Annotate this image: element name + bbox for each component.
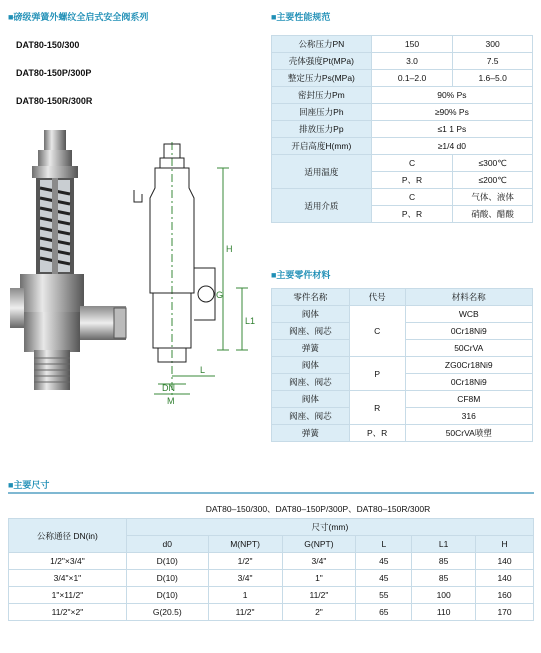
materials-table: [271, 288, 533, 442]
cell: C: [371, 155, 453, 172]
cell: H: [476, 536, 534, 553]
model-2: DAT80-150P/300P: [16, 68, 92, 78]
table-row: [9, 553, 534, 570]
table-row: [9, 587, 534, 604]
valve-illustration: [10, 128, 260, 408]
table-row: [9, 570, 534, 587]
cell: 阀座、阀芯: [272, 323, 350, 340]
cell: 1/2": [208, 553, 282, 570]
table-row: [272, 357, 533, 374]
performance-title: ■主要性能规范: [271, 12, 331, 22]
cell: 7.5: [453, 53, 533, 70]
cell: 85: [412, 553, 476, 570]
table-row: [272, 138, 533, 155]
cell: D(10): [126, 587, 208, 604]
cell: 3/4"×1": [9, 570, 127, 587]
cell: 45: [356, 553, 412, 570]
cell: ≥1/4 d0: [371, 138, 532, 155]
cell: 50CrVA喷塑: [405, 425, 532, 442]
cell: M(NPT): [208, 536, 282, 553]
cell: 代号: [349, 289, 405, 306]
cell: 阀座、阀芯: [272, 408, 350, 425]
cell: 140: [476, 570, 534, 587]
table-row: [272, 391, 533, 408]
cell: ≥90% Ps: [371, 104, 532, 121]
cell: 壳体强度Pt(MPa): [272, 53, 372, 70]
table-row: [272, 87, 533, 104]
cell: 公称通径 DN(in): [9, 519, 127, 553]
cell: 硝酸、醋酸: [453, 206, 533, 223]
cell: 100: [412, 587, 476, 604]
cell: 1: [208, 587, 282, 604]
dim-label-dn: DN: [162, 383, 175, 393]
cell: G(20.5): [126, 604, 208, 621]
dimensions-caption: DAT80–150/300、DAT80–150P/300P、DAT80–150R/300R: [205, 504, 431, 514]
cell: 65: [356, 604, 412, 621]
cell: ≤200℃: [453, 172, 533, 189]
table-row: [272, 189, 533, 206]
model-3: DAT80-150R/300R: [16, 96, 93, 106]
table-row: [272, 425, 533, 442]
cell: P、R: [371, 206, 453, 223]
cell: 50CrVA: [405, 340, 532, 357]
cell: G(NPT): [282, 536, 356, 553]
cell: WCB: [405, 306, 532, 323]
cell: 11/2": [208, 604, 282, 621]
cell: 11/2"×2": [9, 604, 127, 621]
table-row: [272, 36, 533, 53]
table-row: [272, 155, 533, 172]
cell: 0Cr18Ni9: [405, 323, 532, 340]
cell: 弹簧: [272, 425, 350, 442]
cell: 11/2": [282, 587, 356, 604]
cell: ≤1 1 Ps: [371, 121, 532, 138]
cell: 45: [356, 570, 412, 587]
cell: 3/4": [282, 553, 356, 570]
dim-label-l1: L1: [245, 316, 256, 326]
valve-cutaway-render: [10, 130, 126, 390]
section-divider: [8, 492, 534, 494]
cell: 弹簧: [272, 340, 350, 357]
cell: 1": [282, 570, 356, 587]
cell: 85: [412, 570, 476, 587]
cell: 阀体: [272, 357, 350, 374]
cell: D(10): [126, 570, 208, 587]
cell: 1/2"×3/4": [9, 553, 127, 570]
dimension-drawing: [134, 142, 248, 398]
cell: D(10): [126, 553, 208, 570]
cell: L: [356, 536, 412, 553]
cell: 160: [476, 587, 534, 604]
cell: d0: [126, 536, 208, 553]
cell: 阀座、阀芯: [272, 374, 350, 391]
cell: 阀体: [272, 306, 350, 323]
cell: P: [349, 357, 405, 391]
dim-label-m: M: [167, 396, 175, 406]
cell: 150: [371, 36, 453, 53]
cell: 300: [453, 36, 533, 53]
table-row: [272, 306, 533, 323]
table-row: [272, 104, 533, 121]
cell: 材料名称: [405, 289, 532, 306]
cell: 气体、液体: [453, 189, 533, 206]
dim-label-l: L: [200, 365, 206, 375]
cell: 公称压力PN: [272, 36, 372, 53]
dim-label-g: G: [216, 290, 224, 300]
cell: C: [349, 306, 405, 357]
table-row: [272, 53, 533, 70]
dimensions-title: ■主要尺寸: [8, 480, 50, 490]
cell: P、R: [349, 425, 405, 442]
product-series-title: ■磅级弹簧外螺纹全启式安全阀系列: [8, 12, 149, 22]
cell: 110: [412, 604, 476, 621]
table-row: [272, 289, 533, 306]
cell: 开启高度H(mm): [272, 138, 372, 155]
cell: 0.1–2.0: [371, 70, 453, 87]
cell: 零件名称: [272, 289, 350, 306]
dimensions-table: [8, 518, 534, 621]
cell: 尺寸(mm): [126, 519, 533, 536]
cell: 适用温度: [272, 155, 372, 189]
cell: R: [349, 391, 405, 425]
cell: P、R: [371, 172, 453, 189]
cell: C: [371, 189, 453, 206]
cell: 回座压力Ph: [272, 104, 372, 121]
cell: 密封压力Pm: [272, 87, 372, 104]
cell: 170: [476, 604, 534, 621]
cell: 整定压力Ps(MPa): [272, 70, 372, 87]
table-row: [272, 70, 533, 87]
table-row: [272, 121, 533, 138]
performance-table: [271, 35, 533, 223]
cell: 0Cr18Ni9: [405, 374, 532, 391]
cell: 1"×11/2": [9, 587, 127, 604]
cell: CF8M: [405, 391, 532, 408]
cell: 阀体: [272, 391, 350, 408]
table-row: [9, 604, 534, 621]
cell: 55: [356, 587, 412, 604]
cell: 90% Ps: [371, 87, 532, 104]
materials-title: ■主要零件材料: [271, 270, 331, 280]
cell: 140: [476, 553, 534, 570]
cell: L1: [412, 536, 476, 553]
cell: ZG0Cr18Ni9: [405, 357, 532, 374]
dim-label-h: H: [226, 244, 233, 254]
table-row: [9, 519, 534, 536]
cell: ≤300℃: [453, 155, 533, 172]
cell: 1.6–5.0: [453, 70, 533, 87]
cell: 3/4": [208, 570, 282, 587]
cell: 适用介质: [272, 189, 372, 223]
cell: 3.0: [371, 53, 453, 70]
cell: 排放压力Pp: [272, 121, 372, 138]
cell: 2": [282, 604, 356, 621]
cell: 316: [405, 408, 532, 425]
model-1: DAT80-150/300: [16, 40, 80, 50]
